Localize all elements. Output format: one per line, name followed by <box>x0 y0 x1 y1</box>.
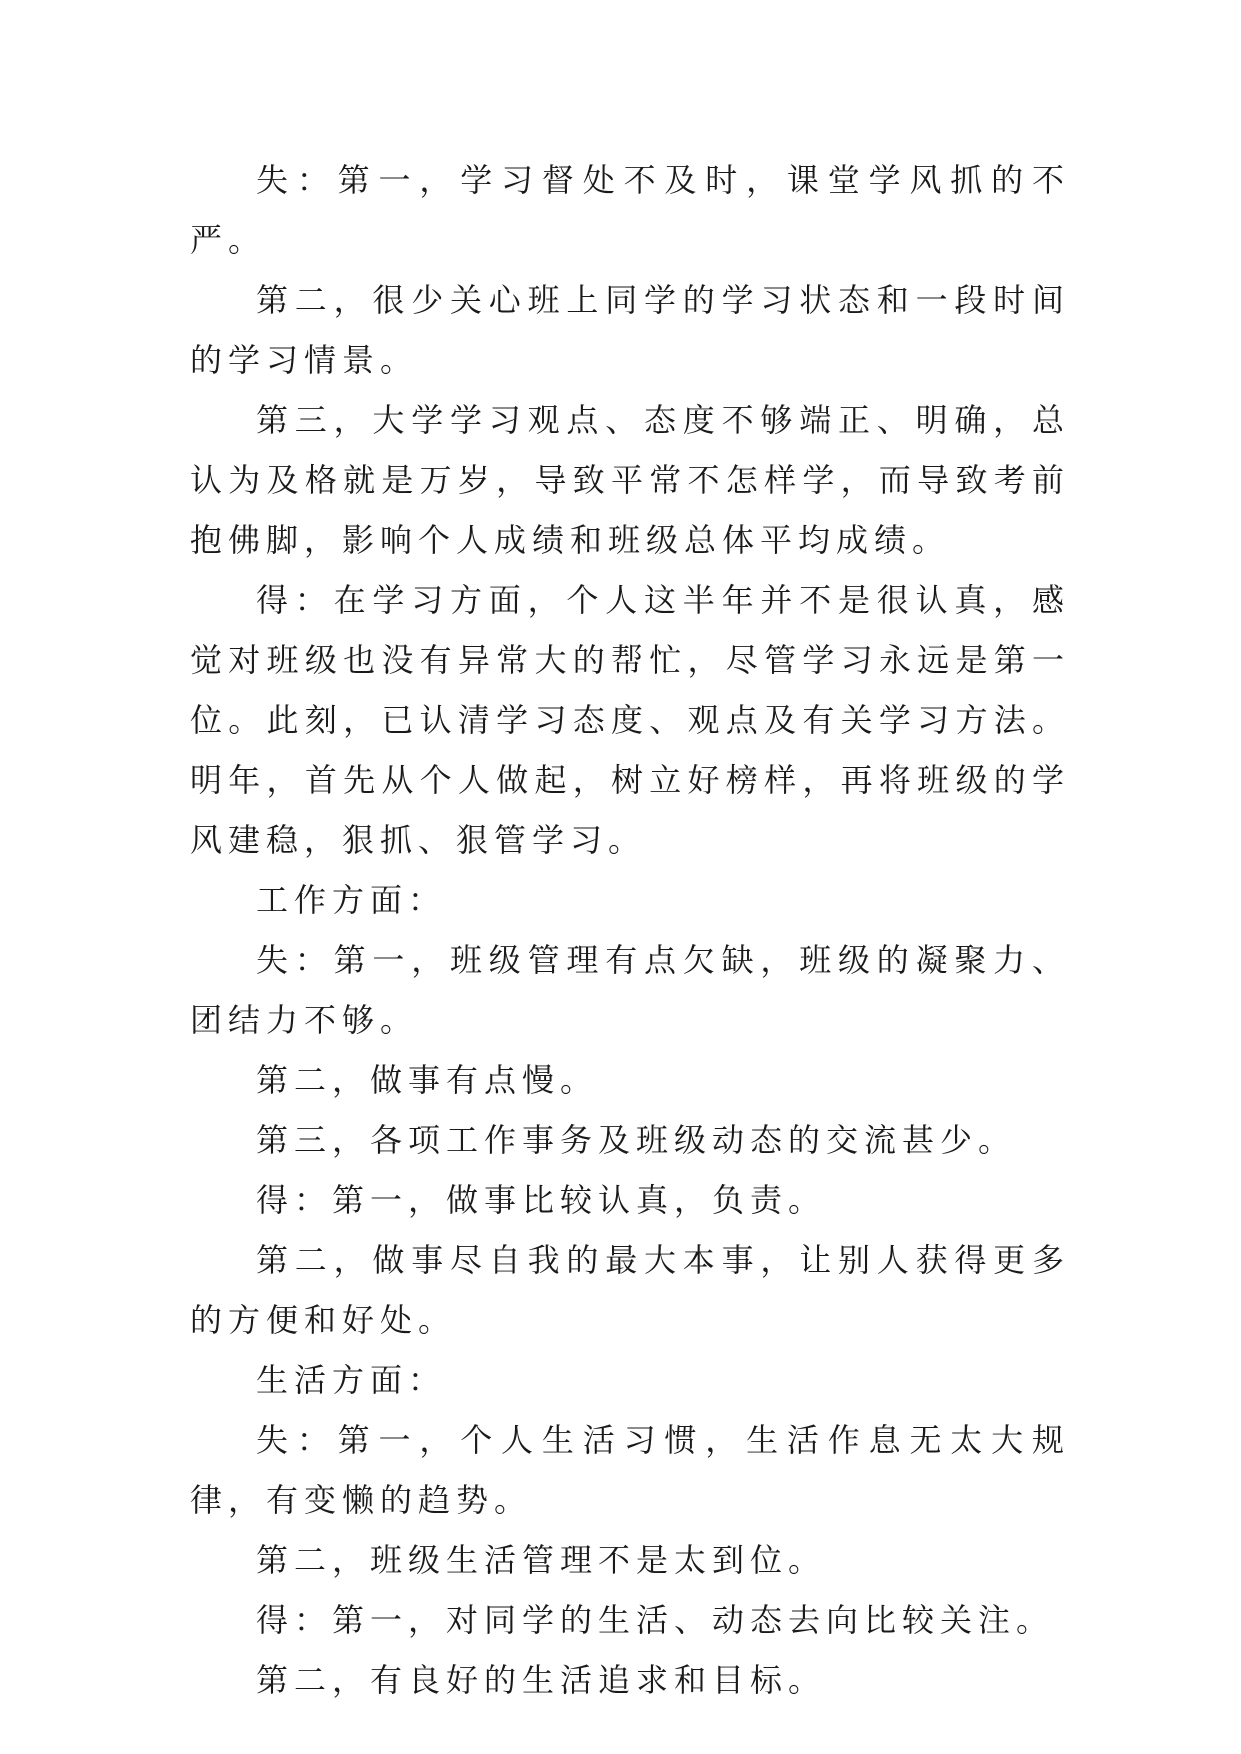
section-heading-work: 工作方面： <box>256 881 447 919</box>
paragraph-life-fault-2: 第二，班级生活管理不是太到位。 <box>256 1541 827 1579</box>
paragraph-study-fault-3: 第三，大学学习观点、态度不够端正、明确，总认为及格就是万岁，导致平常不怎样学，而导致考前抱佛脚，影响个人成绩和班级总体平均成绩。 <box>190 401 1070 559</box>
paragraph-study-gain: 得：在学习方面，个人这半年并不是很认真，感觉对班级也没有异常大的帮忙，尽管学习永远是第一位。此刻，已认清学习态度、观点及有关学习方法。明年，首先从个人做起，树立好榜样，再将班级的学风建稳，狠抓、狠管学习。 <box>190 581 1070 859</box>
paragraph-life-fault-1: 失：第一，个人生活习惯，生活作息无太大规律，有变懒的趋势。 <box>190 1421 1070 1519</box>
paragraph-work-gain-2: 第二，做事尽自我的最大本事，让别人获得更多的方便和好处。 <box>190 1241 1070 1339</box>
paragraph-work-fault-2: 第二，做事有点慢。 <box>256 1061 599 1099</box>
section-heading-life: 生活方面： <box>256 1361 447 1399</box>
paragraph-life-gain-1: 得：第一，对同学的生活、动态去向比较关注。 <box>256 1601 1055 1639</box>
paragraph-study-fault-1: 失：第一，学习督处不及时，课堂学风抓的不严。 <box>190 161 1070 259</box>
paragraph-work-fault-3: 第三，各项工作事务及班级动态的交流甚少。 <box>256 1121 1017 1159</box>
document-body <box>190 150 1070 1710</box>
paragraph-study-fault-2: 第二，很少关心班上同学的学习状态和一段时间的学习情景。 <box>190 281 1070 379</box>
paragraph-life-gain-2: 第二，有良好的生活追求和目标。 <box>256 1661 827 1699</box>
paragraph-work-gain-1: 得：第一，做事比较认真，负责。 <box>256 1181 827 1219</box>
paragraph-work-fault-1: 失：第一，班级管理有点欠缺，班级的凝聚力、团结力不够。 <box>190 941 1070 1039</box>
